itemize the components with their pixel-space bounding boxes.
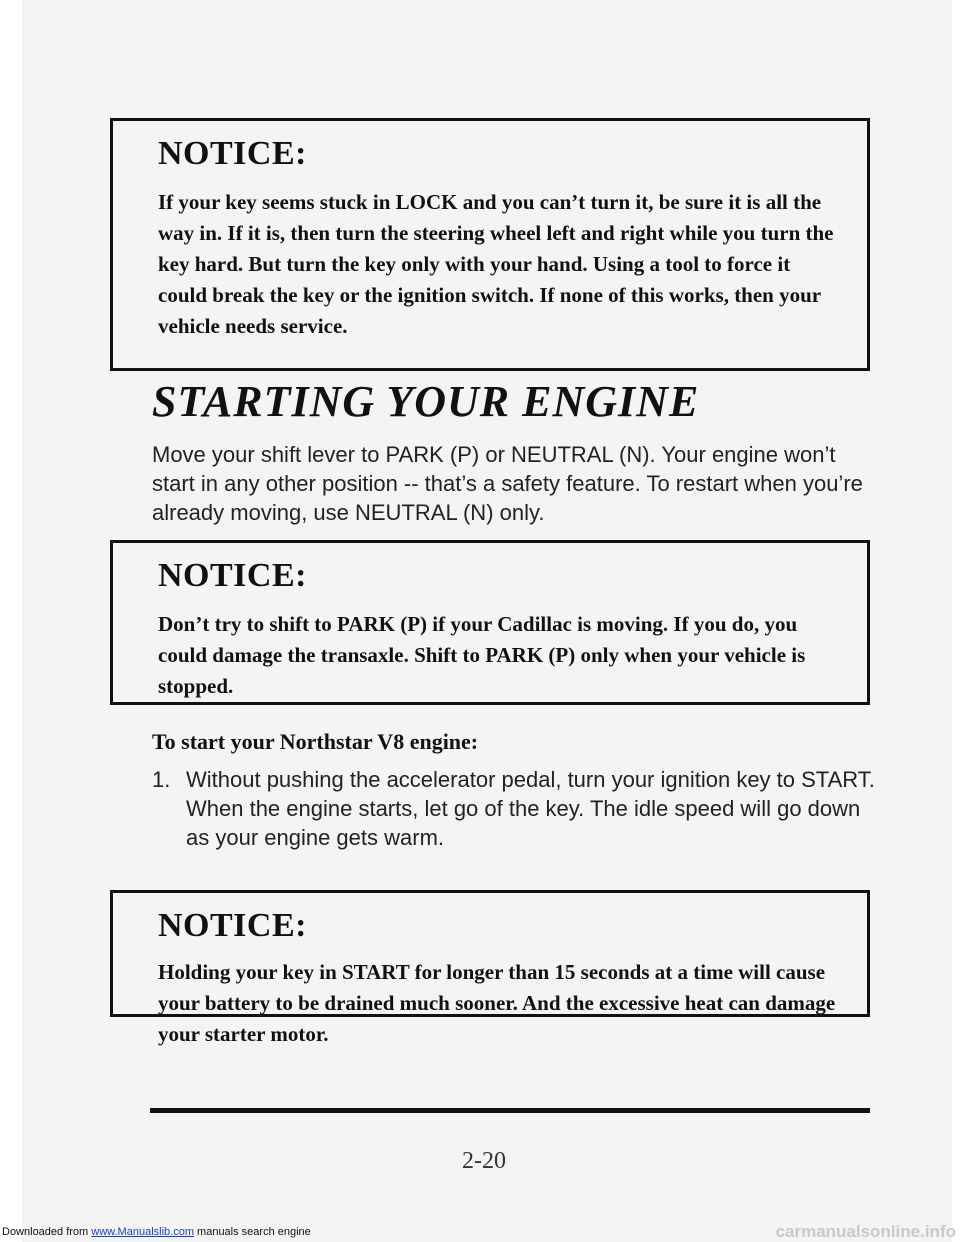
page-rule [150,1108,870,1113]
footer-prefix: Downloaded from [2,1226,92,1238]
notice-body: Don’t try to shift to PARK (P) if your Cadillac is moving. If you do, you could damage the transaxle. Shift to PARK (P) only when your vehicle is stopped. [158,612,806,698]
step-number: 1. [152,767,171,792]
notice-body: If your key seems stuck in LOCK and you can’t turn it, be sure it is all the way in. If it is, then turn the steering wheel left and right while you turn the key hard. But turn the key only with your hand. Using a tool to force it could break the key or the ignition switch. If none of this works, then your vehicle needs service. [158,190,834,338]
manualslib-link[interactable]: www.Manualslib.com [91,1226,194,1238]
notice-box-park [110,540,870,705]
footer-suffix: manuals search engine [193,1226,311,1238]
download-footer [2,1226,311,1238]
notice-title: NOTICE: [158,135,307,172]
section-paragraph: Move your shift lever to PARK (P) or NEUTRAL (N). Your engine won’t start in any other position -- that’s a safety feature. To restart when you’re already moving, use NEUTRAL (N) only. [152,442,863,525]
notice-title: NOTICE: [158,907,307,944]
page-number: 2-20 [462,1148,506,1174]
section-heading: STARTING YOUR ENGINE [152,377,700,426]
step-text: Without pushing the accelerator pedal, turn your ignition key to START. When the engine starts, let go of the key. The idle speed will go down as your engine gets warm. [186,767,875,850]
notice-body: Holding your key in START for longer than 15 seconds at a time will cause your battery to be drained much sooner. And the excessive heat can damage your starter motor. [158,960,836,1046]
manual-page [22,0,952,1242]
notice-box-start-duration [110,890,870,1046]
notice-title: NOTICE: [158,557,307,594]
watermark-text: carmanualsonline.info [775,1222,956,1241]
steps-subheading: To start your Northstar V8 engine: [152,729,479,754]
notice-box-key-stuck [110,118,870,371]
